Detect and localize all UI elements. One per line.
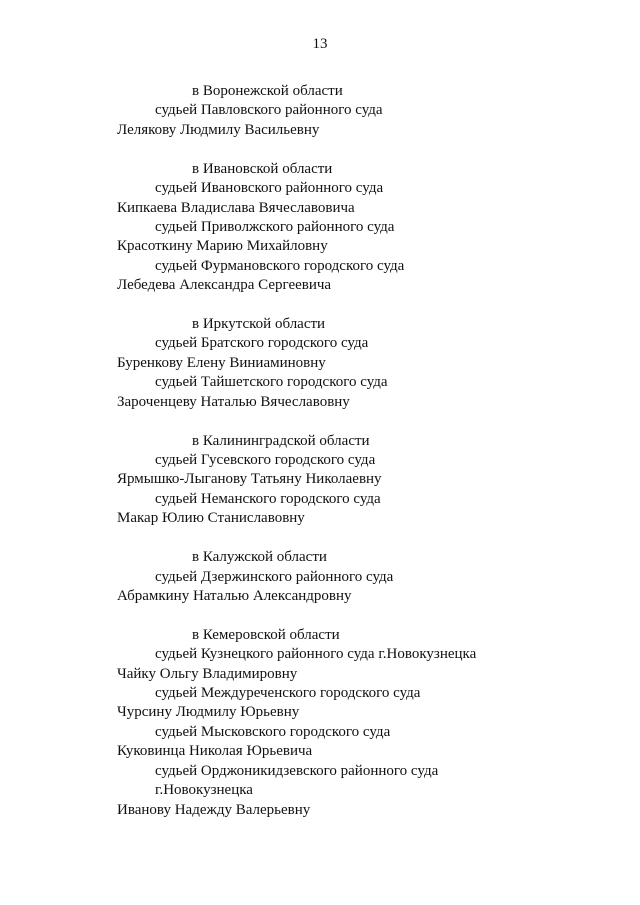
region-section [0,432,640,529]
person-name: Буренкову Елену Виниаминовну [117,354,326,371]
region-section [0,548,640,606]
region-heading: в Иркутской области [192,316,326,333]
region-heading: в Воронежской области [192,83,343,99]
document-body [0,82,640,839]
person-name: Абрамкину Наталью Александровну [117,587,352,604]
person-name: Иванову Надежду Валерьевну [117,801,311,818]
court-line: судьей Павловского районного суда [155,102,383,119]
court-line-continuation: г.Новокузнецка [155,782,253,799]
region-section [0,626,640,820]
region-heading: в Кемеровской области [192,626,340,643]
person-name: Ярмышко-Лыганову Татьяну Николаевну [117,471,382,488]
court-line: судьей Междуреченского городского суда [155,685,421,702]
court-line: судьей Неманского городского суда [155,490,381,507]
court-line: судьей Мысковского городского суда [155,723,391,740]
court-line: судьей Орджоникидзевского районного суда [155,762,439,779]
person-name: Куковинца Николая Юрьевича [117,743,313,760]
court-line: судьей Фурмановского городского суда [155,257,405,274]
person-name: Красоткину Марию Михайловну [117,238,328,255]
person-name: Чайку Ольгу Владимировну [117,665,298,682]
page-number: 13 [312,36,328,52]
region-section [0,82,640,140]
region-heading: в Калининградской области [192,432,370,449]
person-name: Чурсину Людмилу Юрьевну [117,704,300,721]
court-line: судьей Дзержинского районного суда [155,568,394,585]
region-section [0,160,640,296]
person-name: Лелякову Людмилу Васильевну [117,121,320,138]
court-line: судьей Ивановского районного суда [155,180,384,197]
person-name: Зароченцеву Наталью Вячеславовну [117,393,350,410]
court-line: судьей Кузнецкого районного суда г.Новокузнецка [155,646,477,663]
court-line: судьей Приволжского районного суда [155,218,395,235]
court-line: судьей Тайшетского городского суда [155,374,388,391]
court-line: судьей Братского городского суда [155,335,369,352]
person-name: Кипкаева Владислава Вячеславовича [117,199,355,216]
region-heading: в Ивановской области [192,160,333,177]
region-heading: в Калужской области [192,549,327,566]
person-name: Лебедева Александра Сергеевича [117,277,332,294]
court-line: судьей Гусевского городского суда [155,452,376,468]
person-name: Макар Юлию Станиславовну [117,510,305,527]
region-section [0,315,640,412]
